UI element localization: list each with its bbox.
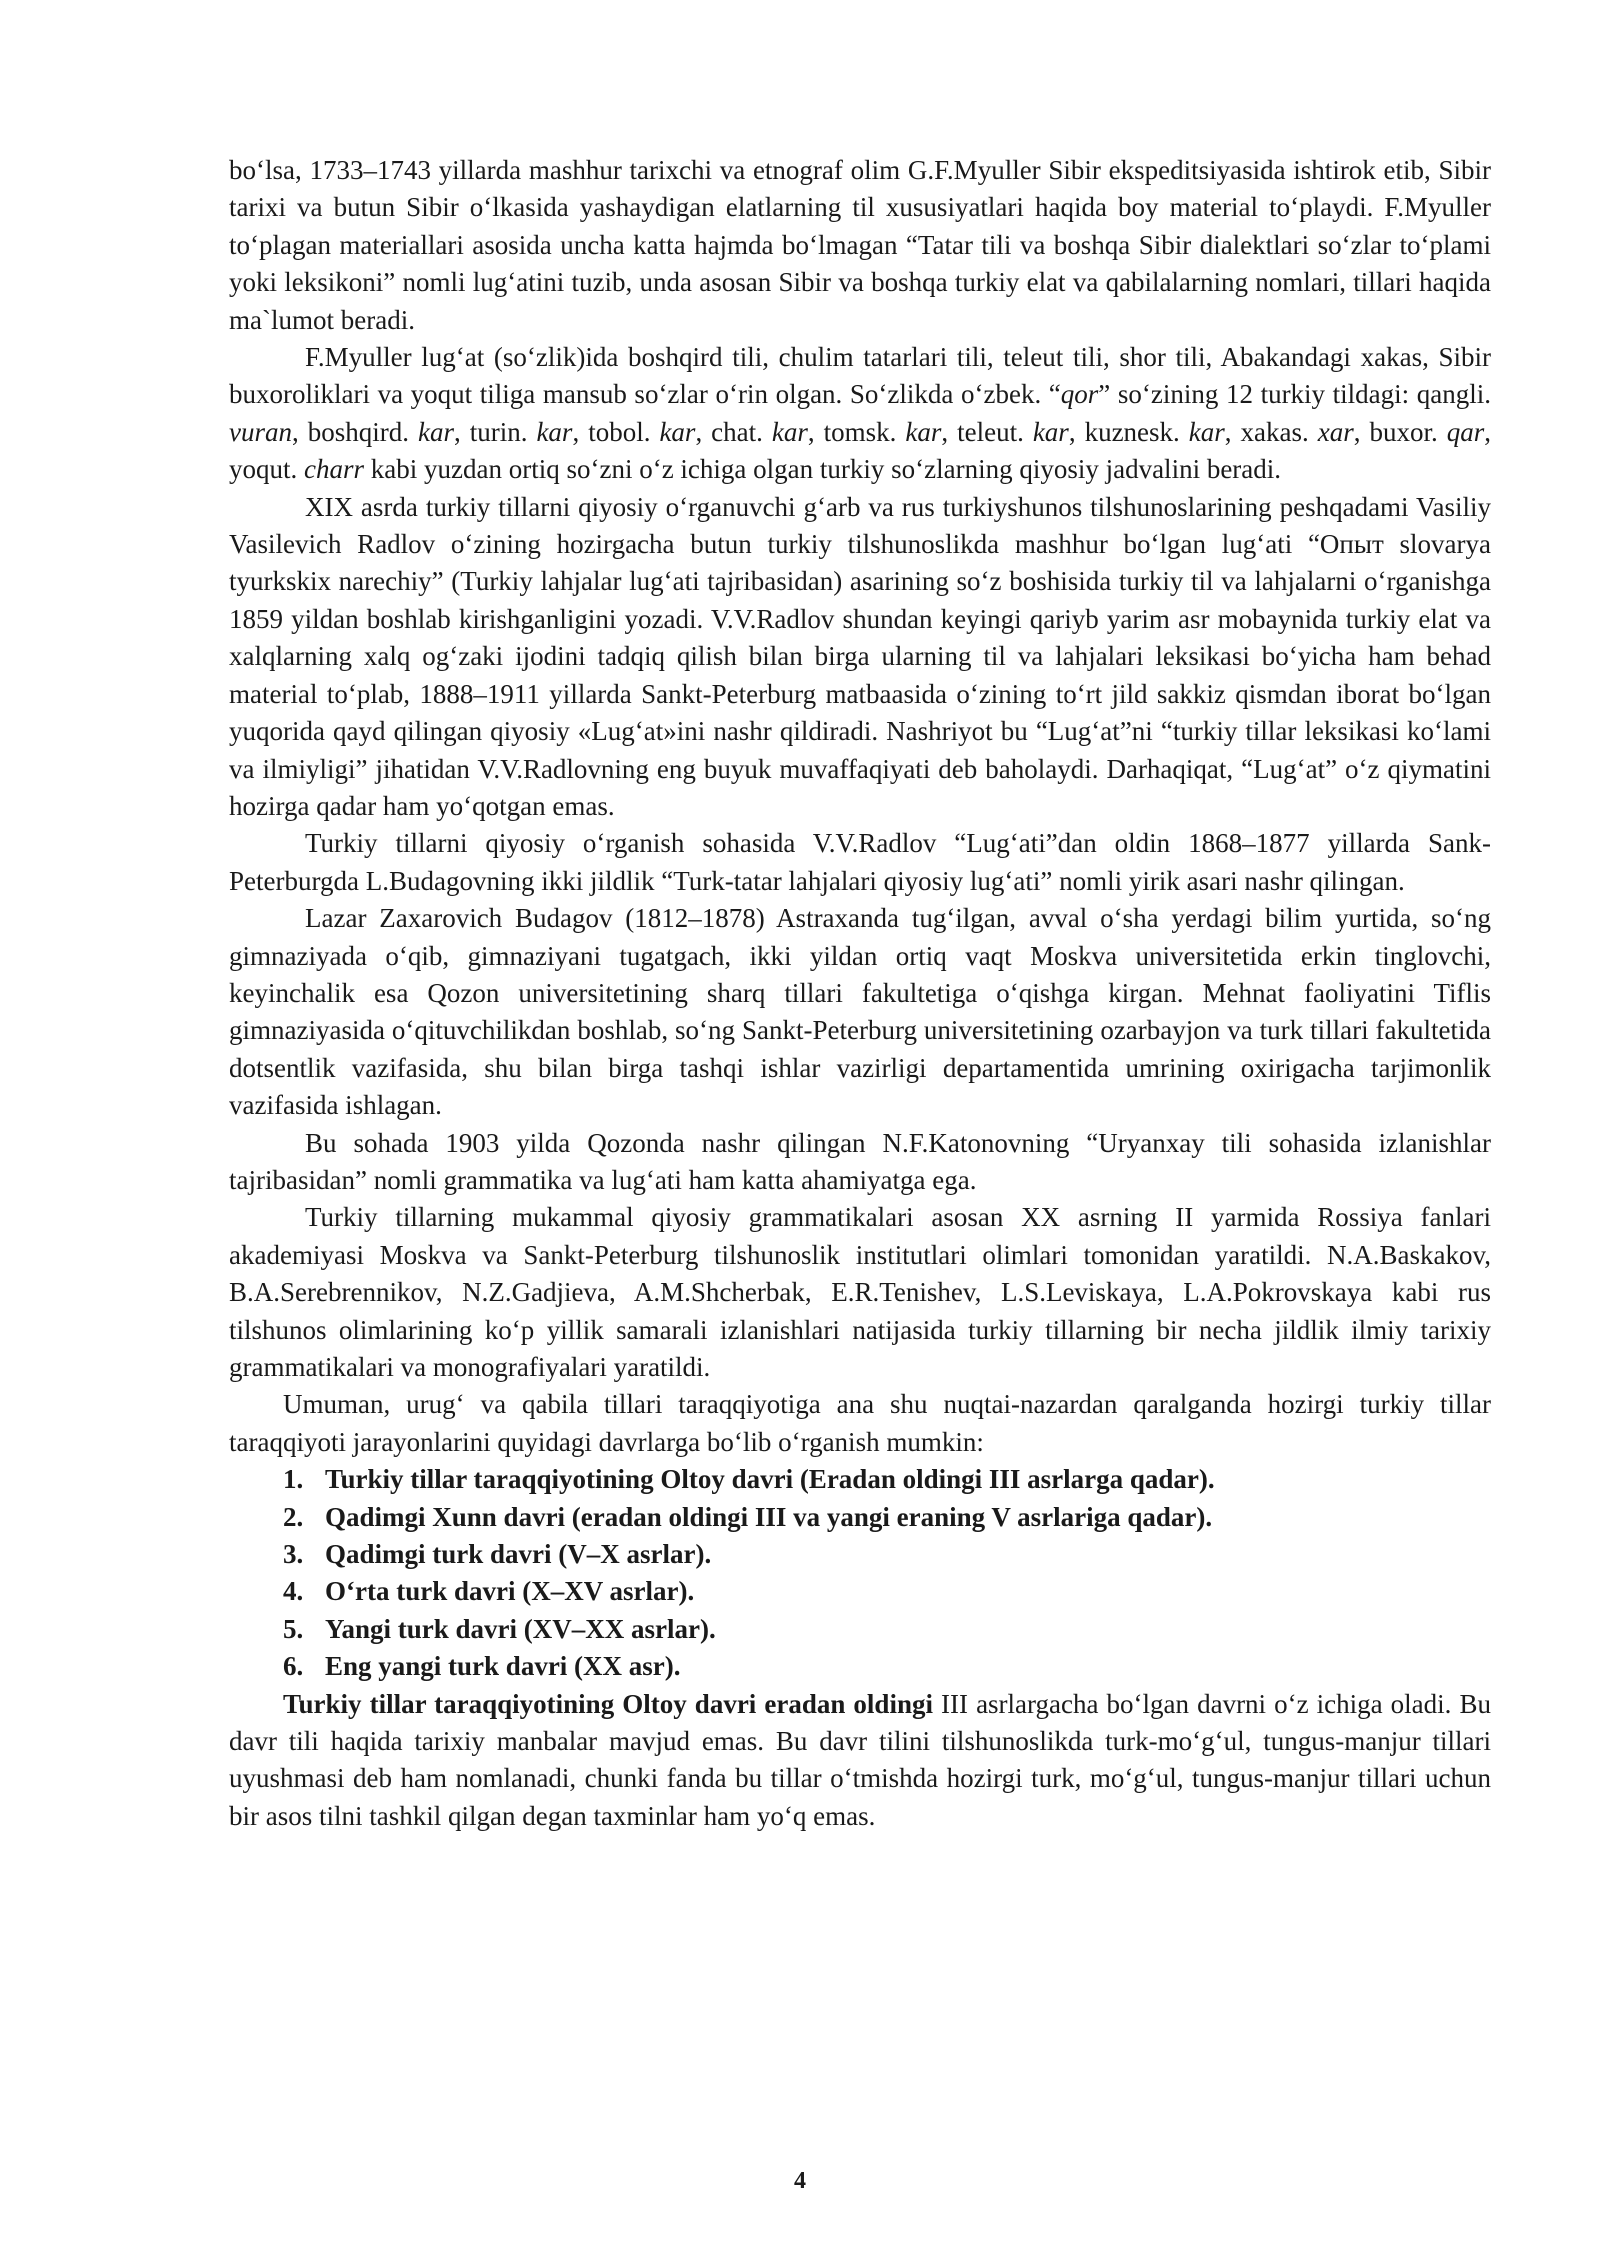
paragraph-text: F.Myuller lug‘at (so‘zlik)ida boshqird tili, chulim tatarlari tili, teleut tili, shor tili, Abakandagi xakas, Sibir buxoroliklari va yoqut tiliga mansub so‘zlar o‘rin olgan. So‘zlikda o‘zbek. “ (229, 342, 1491, 410)
page-number: 4 (794, 2168, 806, 2194)
paragraph-text: , turin. (453, 416, 537, 447)
paragraph-myuller-expedition (229, 152, 1491, 339)
paragraph-text: , tobol. (572, 416, 660, 447)
periods-list (229, 1461, 1491, 1685)
italic-term: kar (1032, 416, 1069, 447)
italic-term: kar (1188, 416, 1225, 447)
paragraph-radlov (229, 489, 1491, 826)
paragraph-text: XIX asrda turkiy tillarni qiyosiy o‘rganuvchi g‘arb va rus turkiyshunos tilshunoslarining peshqadami Vasiliy Vasilevich Radlov o‘zining hozirgacha butun turkiy tilshunoslikda mashhur bo‘lgan lug‘ati “Опыт slovarya tyurkskix narechiy” (Turkiy lahjalar lug‘ati tajribasidan) asarining so‘z boshisida turkiy til va lahjalarni o‘rganishga 1859 yildan boshlab kirishganligini yozadi. V.V.Radlov shundan keyingi qariyb yarim asr mobaynida turkiy elat va xalqlarning xalq og‘zaki ijodini tadqiq qilish bilan birga ularning til va lahjalari leksikasi bo‘yicha ham behad material to‘plab, 1888–1911 yillarda Sankt-Peterburg matbaasida o‘zining to‘rt jild sakkiz qismdan iborat bo‘lgan yuqorida qayd qilingan qiyosiy «Lug‘at»ini nashr qildiradi. Nashriyot bu “Lug‘at”ni “turkiy tillar leksikasi ko‘lami va ilmiyligi” jihatidan V.V.Radlovning eng buyuk muvaffaqiyati deb baholaydi. Darhaqiqat, “Lug‘at” o‘z qiymatini hozirga qadar ham yo‘qotgan emas. (229, 491, 1491, 821)
bold-lead: Turkiy tillar taraqqiyotining Oltoy davri eradan oldingi (283, 1688, 933, 1719)
paragraph-text: , kuznesk. (1068, 416, 1189, 447)
paragraph-text: Turkiy tillarni qiyosiy o‘rganish sohasida V.V.Radlov “Lug‘ati”dan oldin 1868–1877 yillarda Sank-Peterburgda L.Budagovning ikki jildlik “Turk-tatar lahjalari qiyosiy lug‘ati” nomli yirik asari nashr qilingan. (229, 828, 1491, 896)
paragraph-budagov-biography (229, 900, 1491, 1124)
list-item: 6. Eng yangi turk davri (XX asr). (283, 1651, 681, 1682)
paragraph-periodization-intro (229, 1386, 1491, 1461)
italic-term: kar (417, 416, 454, 447)
paragraph-oltoy-period (229, 1686, 1491, 1836)
paragraph-text: , yoqut. (229, 416, 1491, 485)
paragraph-text: III asrlargacha bo‘lgan davrni o‘z ichiga oladi. Bu davr tili haqida tarixiy manbalar mavjud emas. Bu davr tilini tilshunoslikda turk-mo‘g‘ul, tungus-manjur tillari uyushmasi deb ham nomlanadi, chunki fanda bu tillar o‘tmishda hozirgi turk, mo‘g‘ul, tungus-manjur tillari uchun bir asos tilni tashkil qilgan degan taxminlar ham yo‘q emas. (229, 1688, 1491, 1831)
paragraph-text: , tomsk. (807, 416, 906, 447)
paragraph-text: Umuman, urug‘ va qabila tillari taraqqiyotiga ana shu nuqtai-nazardan qaralganda hozirgi turkiy tillar taraqqiyoti jarayonlarini quyidagi davrlarga bo‘lib o‘rganish mumkin: (229, 1389, 1491, 1457)
italic-term: kar (659, 416, 696, 447)
italic-term: kar (905, 416, 942, 447)
italic-term: kar (536, 416, 573, 447)
paragraph-text: bo‘lsa, 1733–1743 yillarda mashhur tarixchi va etnograf olim G.F.Myuller Sibir ekspeditsiyasida ishtirok etib, Sibir tarixi va butun Sibir o‘lkasida yashaydigan elatlarning til xususiyatlari haqida boy material to‘playdi. F.Myuller to‘plagan materiallari asosida uncha katta hajmda bo‘lmagan “Tatar tili va boshqa Sibir dialektlari so‘zlar to‘plami yoki leksikoni” nomli lug‘atini tuzib, unda asosan Sibir va boshqa turkiy elat va qabilalarning nomlari, tillari haqida ma`lumot beradi. (229, 155, 1491, 335)
list-item: 1. Turkiy tillar taraqqiyotining Oltoy davri (Eradan oldingi III asrlarga qadar). (283, 1464, 1215, 1495)
italic-term: charr (304, 454, 365, 485)
italic-term: xar (1317, 416, 1354, 447)
list-item: 3. Qadimgi turk davri (V–X asrlar). (283, 1539, 712, 1570)
paragraph-text: , xakas. (1224, 416, 1318, 447)
list-item: 4. O‘rta turk davri (X–XV asrlar). (283, 1576, 695, 1607)
paragraph-text: ” so‘zining 12 turkiy tildagi: qangli. (1098, 379, 1491, 410)
paragraph-text: , teleut. (941, 416, 1033, 447)
paragraph-comparative-grammars (229, 1199, 1491, 1386)
paragraph-text: Bu sohada 1903 yilda Qozonda nashr qilingan N.F.Katonovning “Uryanxay tili sohasida izlanishlar tajribasidan” nomli grammatika va lug‘ati ham katta ahamiyatga ega. (229, 1127, 1491, 1195)
paragraph-myuller-dictionary (229, 339, 1491, 489)
paragraph-budagov-dictionary (229, 825, 1491, 900)
document-page (229, 152, 1491, 1835)
paragraph-text: kabi yuzdan ortiq so‘zni o‘z ichiga olgan turkiy so‘zlarning qiyosiy jadvalini beradi. (364, 454, 1282, 485)
italic-term: qar (1446, 416, 1485, 447)
paragraph-text: Turkiy tillarning mukammal qiyosiy grammatikalari asosan XX asrning II yarmida Rossiya fanlari akademiyasi Moskva va Sankt-Peterburg tilshunoslik institutlari olimlari tomonidan yaratildi. N.A.Baskakov, B.A.Serebrennikov, N.Z.Gadjieva, A.M.Shcherbak, E.R.Tenishev, L.S.Leviskaya, L.A.Pokrovskaya kabi rus tilshunos olimlarining ko‘p yillik samarali izlanishlari natijasida turkiy tillarning bir necha jildlik ilmiy tarixiy grammatikalari va monografiyalari yaratildi. (229, 1202, 1491, 1382)
paragraph-text: Lazar Zaxarovich Budagov (1812–1878) Astraxanda tug‘ilgan, avval o‘sha yerdagi bilim yurtida, so‘ng gimnaziyada o‘qib, gimnaziyani tugatgach, ikki yildan ortiq vaqt Moskva universitetida erkin tinglovchi, keyinchalik esa Qozon universitetining sharq tillari fakultetiga o‘qishga kirgan. Mehnat faoliyatini Tiflis gimnaziyasida o‘qituvchilikdan boshlab, so‘ng Sankt-Peterburg universitetining ozarbayjon va turk tillari fakultetida dotsentlik vazifasida, shu bilan birga tashqi ishlar vazirligi departamentida umrining oxirigacha tarjimonlik vazifasida ishlagan. (229, 903, 1491, 1121)
list-item: 5. Yangi turk davri (XV–XX asrlar). (283, 1613, 716, 1644)
paragraph-text: , buxor. (1353, 416, 1447, 447)
paragraph-text: , boshqird. (292, 416, 418, 447)
italic-term: kar (771, 416, 808, 447)
paragraph-text: , chat. (695, 416, 772, 447)
italic-term: qor (1060, 379, 1099, 410)
paragraph-katanov (229, 1125, 1491, 1200)
italic-term: vuran (229, 416, 292, 447)
list-item: 2. Qadimgi Xunn davri (eradan oldingi III va yangi eraning V asrlariga qadar). (283, 1501, 1213, 1532)
